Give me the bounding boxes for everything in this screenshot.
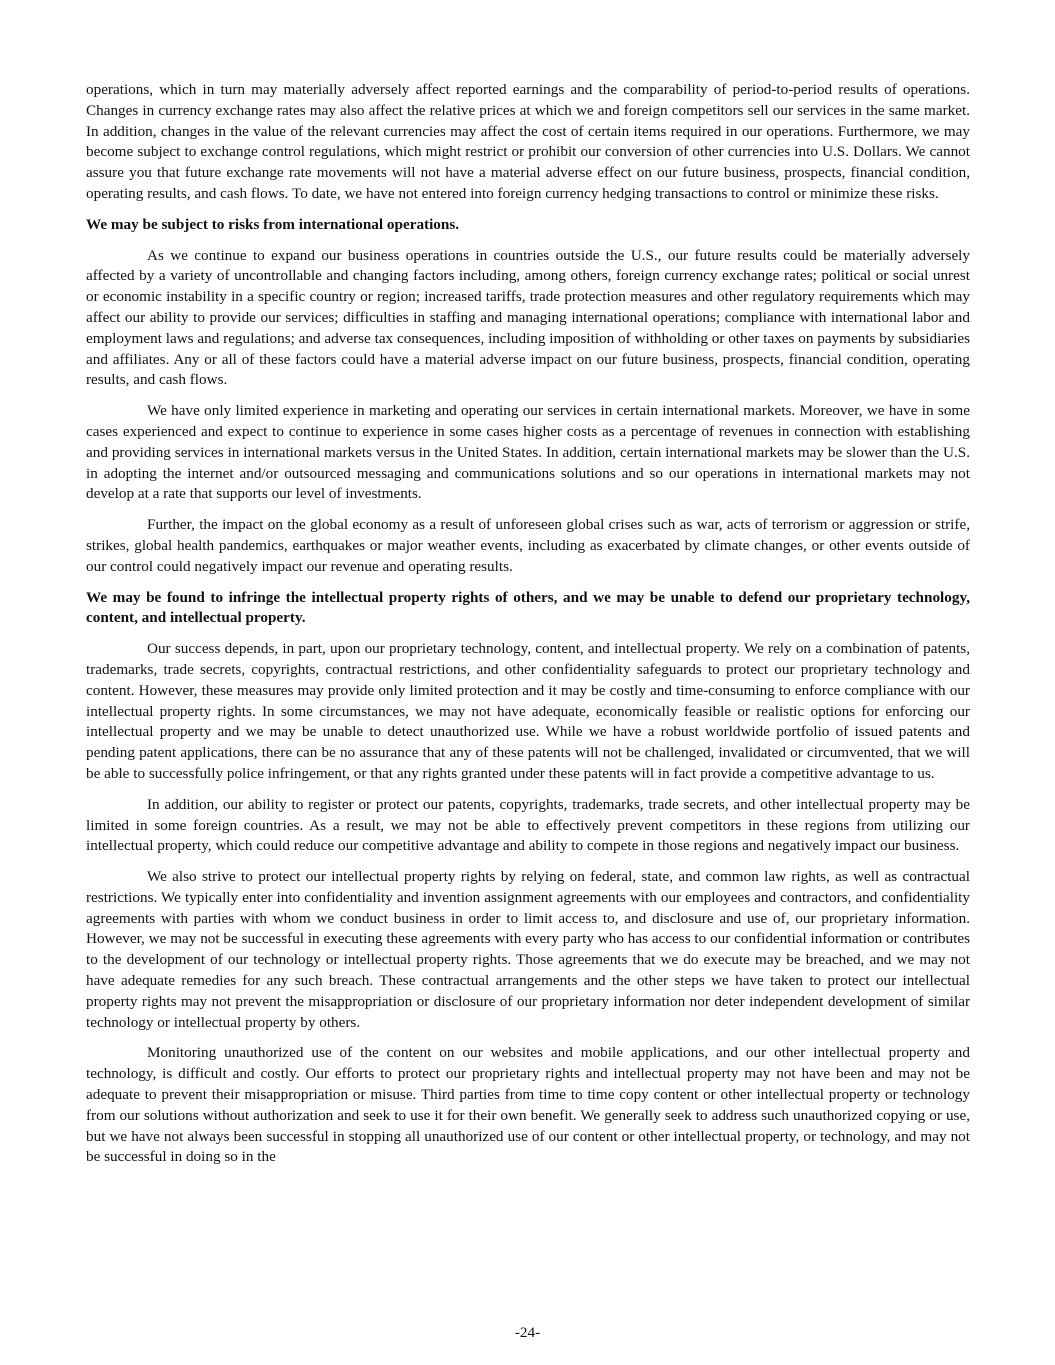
- paragraph-foreign-protection: In addition, our ability to register or protect our patents, copyrights, trademarks, trade secrets, and other intellectual property may be limited in some foreign countries. As a result, we may not be able to effectively prevent competitors in these regions from utilizing our intellectual property, which could reduce our competitive advantage and ability to compete in those regions and negatively impact our business.: [86, 795, 970, 855]
- section-heading-international-operations: We may be subject to risks from international operations.: [86, 215, 460, 233]
- paragraph-monitoring-unauthorized-use: Monitoring unauthorized use of the content on our websites and mobile applications, and our other intellectual property and technology, is difficult and costly. Our efforts to protect our proprietary rights and intellectual property may not have been and may not be adequate to prevent their misappropriation or misuse. Third parties from time to time copy content or other intellectual property or technology from our solutions without authorization and seek to use it for their own benefit. We generally seek to address such unauthorized copying or use, but we have not always been successful in stopping all unauthorized use of our content or other intellectual property, or technology, and may not be successful in doing so in the: [86, 1044, 970, 1166]
- opening-paragraph: operations, which in turn may materially adversely affect reported earnings and the comparability of period-to-period results of operations. Changes in currency exchange rates may also affect the relative prices at which we and foreign competitors sell our services in the same market. In addition, changes in the value of the relevant currencies may affect the cost of certain items required in our operations. Furthermore, we may become subject to exchange control regulations, which might restrict or prohibit our conversion of other currencies into U.S. Dollars. We cannot assure you that future exchange rate movements will not have a material adverse effect on our future business, prospects, financial condition, operating results, and cash flows. To date, we have not entered into foreign currency hedging transactions to control or minimize these risks.: [86, 81, 970, 202]
- paragraph-global-crises: Further, the impact on the global economy as a result of unforeseen global crises such as war, acts of terrorism or aggression or strife, strikes, global health pandemics, earthquakes or major weather events, including as exacerbated by climate changes, or other events outside of our control could negatively impact our revenue and operating results.: [86, 516, 970, 575]
- section-heading-intellectual-property: We may be found to infringe the intellectual property rights of others, and we may be unable to defend our proprietary technology, content, and intellectual property.: [86, 588, 970, 627]
- paragraph-limited-experience: We have only limited experience in marketing and operating our services in certain international markets. Moreover, we have in some cases experienced and expect to continue to experience in some cases higher costs as a percentage of revenues in connection with establishing and providing services in international markets versus in the United States. In addition, certain international markets may be slower than the U.S. in adopting the internet and/or outsourced messaging and communications solutions and so our operations in international markets may not develop at a rate that supports our level of investments.: [86, 402, 970, 503]
- page-number: -24-: [514, 1324, 541, 1341]
- paragraph-international-risks: As we continue to expand our business operations in countries outside the U.S., our future results could be materially adversely affected by a variety of uncontrollable and changing factors including, among others, foreign currency exchange rates; political or social unrest or economic instability in a specific country or region; increased tariffs, trade protection measures and other regulatory requirements which may affect our ability to provide our services; difficulties in staffing and managing international operations; compliance with international labor and employment laws and regulations; and adverse tax consequences, including imposition of withholding or other taxes on payments by subsidiaries and affiliates. Any or all of these factors could have a material adverse impact on our future business, prospects, financial condition, operating results, and cash flows.: [86, 246, 970, 389]
- paragraph-proprietary-technology: Our success depends, in part, upon our proprietary technology, content, and intellectual property. We rely on a combination of patents, trademarks, trade secrets, copyrights, contractual restrictions, and other confidentiality safeguards to protect our proprietary technology and content. However, these measures may provide only limited protection and it may be costly and time-consuming to enforce compliance with our intellectual property rights. In some circumstances, we may not have adequate, economically feasible or realistic options for enforcing our intellectual property and we may be unable to detect unauthorized use. While we have a robust worldwide portfolio of issued patents and pending patent applications, there can be no assurance that any of these patents will not be challenged, invalidated or circumvented, that we will be able to successfully police infringement, or that any rights granted under these patents will in fact provide a competitive advantage to us.: [86, 640, 970, 782]
- paragraph-contractual-protection: We also strive to protect our intellectual property rights by relying on federal, state, and common law rights, as well as contractual restrictions. We typically enter into confidentiality and invention assignment agreements with our employees and contractors, and confidentiality agreements with parties with whom we conduct business in order to limit access to, and disclosure and use of, our proprietary information. However, we may not be successful in executing these agreements with every party who has access to our confidential information or contributes to the development of our technology or intellectual property rights. Those agreements that we do execute may be breached, and we may not have adequate remedies for any such breach. These contractual arrangements and the other steps we have taken to protect our intellectual property rights may not prevent the misappropriation or disclosure of our proprietary information nor deter independent development of similar technology or intellectual property by others.: [86, 868, 970, 1031]
- document-page: [86, 80, 970, 1168]
